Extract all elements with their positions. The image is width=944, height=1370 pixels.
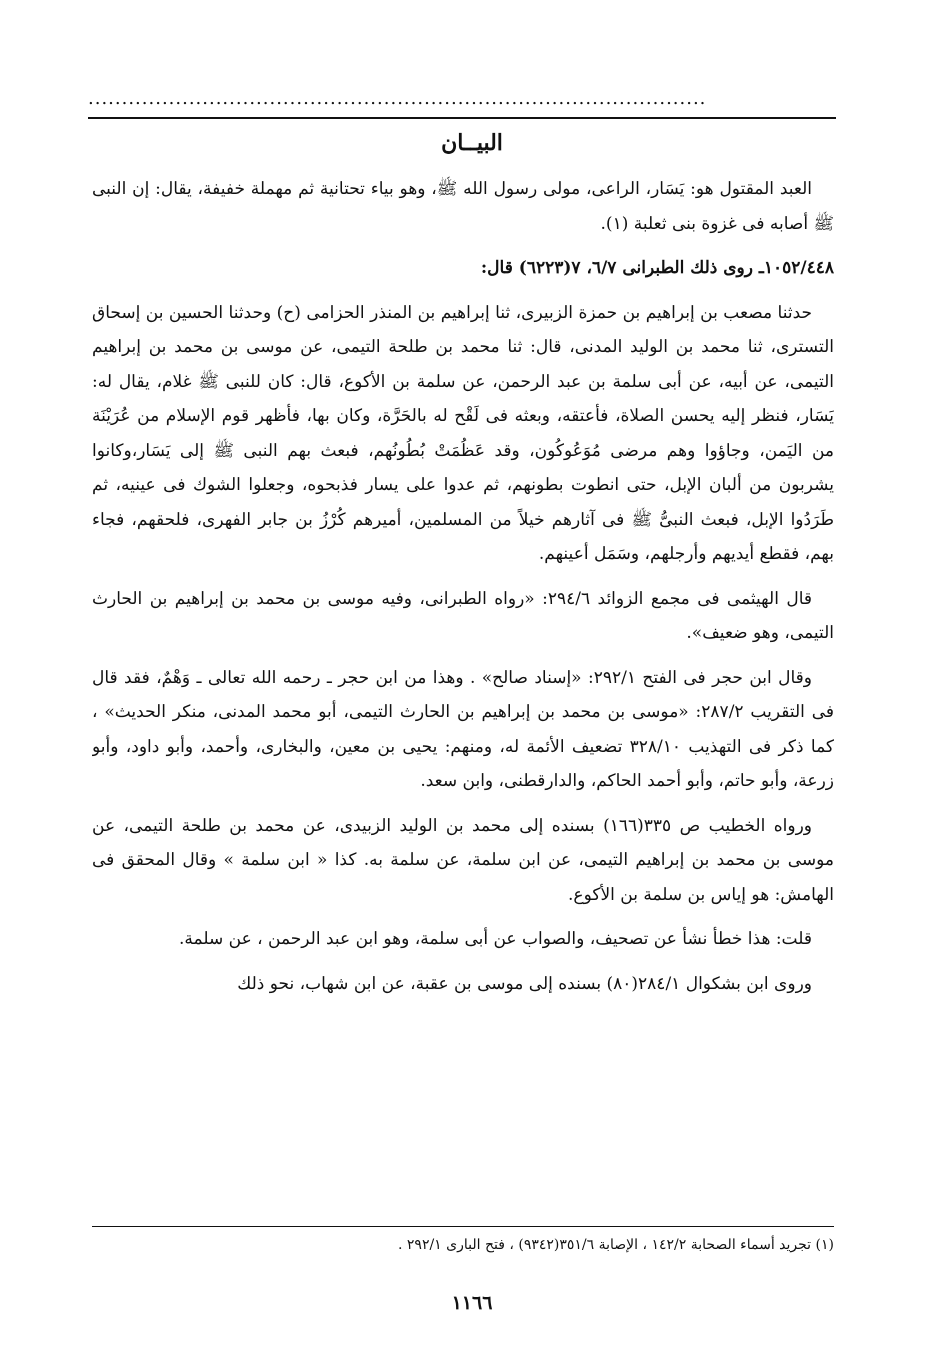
paragraph-ibn-hajar: وقال ابن حجر فى الفتح ٢٩٢/١: «إسناد صالح» . وهذا من ابن حجر ـ رحمه الله تعالى ـ وَهْمٌ، فقد قال فى التقريب ٢٨٧/٢: «موسى بن محمد بن إبراهيم بن الحارث التيمى، أبو محمد المدنى، منكر الحديث» ، كما ذكر فى التهذيب ٣٢٨/١٠ تضعيف الأئمة له، ومنهم: يحيى بن معين، والبخارى، وأحمد، وأبو داود، وأبو زرعة، وأبو حاتم، وأبو أحمد الحاكم، والدارقطنى، وابن سعد. <box>92 667 834 791</box>
paragraph-bashkuwal: وروى ابن بشكوال ٢٨٤/١(٨٠) بسنده إلى موسى بن عقبة، عن ابن شهاب، نحو ذلك <box>237 973 812 994</box>
page-number: ١١٦٦ <box>451 1292 493 1314</box>
paragraph-khatib: ورواه الخطيب ص ٣٣٥(١٦٦) بسنده إلى محمد بن الوليد الزبيدى، عن محمد بن طلحة التيمى، عن موسى بن محمد بن إبراهيم التيمى، عن ابن سلمة، عن سلمة به. كذا « ابن سلمة » وقال المحقق فى الهامش: هو إياس بن سلمة بن الأكوع. <box>92 815 834 905</box>
section-title: البيــان <box>441 130 503 156</box>
header-dotted-line: ............................................................................................ <box>88 88 707 109</box>
paragraph-qultu: قلت: هذا خطأ نشأ عن تصحيف، والصواب عن أبى سلمة، وهو ابن عبد الرحمن ، عن سلمة. <box>179 929 812 949</box>
paragraph-intro: العبد المقتول هو: يَسَار، الراعى، مولى رسول الله ﷺ، وهو بياء تحتانية ثم مهملة خفيفة، يقال: إن النبى ﷺ أصابه فى غزوة بنى ثعلبة (١). <box>92 179 834 234</box>
paragraph-haythami: قال الهيثمى فى مجمع الزوائد ٢٩٤/٦: «رواه الطبرانى، وفيه موسى بن محمد بن إبراهيم بن الحارث التيمى، وهو ضعيف». <box>92 588 834 643</box>
hadith-text: حدثنا مصعب بن إبراهيم بن حمزة الزبيرى، ثنا إبراهيم بن المنذر الحزامى (ح) وحدثنا الحسين بن إسحاق التسترى، ثنا محمد بن الوليد المدنى، قال: ثنا محمد بن طلحة التيمى، عن موسى بن محمد بن إبراهيم التيمى، عن أبيه، عن أبى سلمة بن عبد الرحمن، عن سلمة بن الأكوع، قال: كان للنبى ﷺ غلام، يقال له: يَسَار، فنظر إليه يحسن الصلاة، فأعتقه، وبعثه فى لَقْح له بالحَرَّة، وكان بها، فأظهر قوم الإسلام من عُرَيْنَة من اليَمن، وجاؤوا وهم مرضى مُوَعُوكُون، وقد عَظُمَتْ بُطُونُهم، فبعث بهم النبى ﷺ إلى يَسَار،وكانوا يشربون من ألبان الإبل، حتى انطوت بطونهم، ثم عدوا على يسار فذبحوه، وجعلوا الشوك فى عينيه، ثم طَرَدُوا الإبل، فبعث النبىُّ ﷺ فى آثارهم خيلاً من المسلمين، أميرهم كُرْزُ بن جابر الفهرى، فلحقهم، فجاء بهم، فقطع أيديهم وأرجلهم، وسَمَل أعينهم. <box>92 302 834 564</box>
hadith-heading: ١٠٥٢/٤٤٨ـ روى ذلك الطبرانى ٦/٧، ٧(٦٢٢٣) قال: <box>480 258 834 278</box>
footnote: (١) تجريد أسماء الصحابة ١٤٢/٢ ، الإصابة ٣٥١/٦(٩٣٤٢) ، فتح البارى ٢٩٢/١ . <box>398 1237 834 1253</box>
main-text <box>92 172 834 1227</box>
header-rule <box>88 117 836 119</box>
footnote-rule <box>92 1226 834 1227</box>
